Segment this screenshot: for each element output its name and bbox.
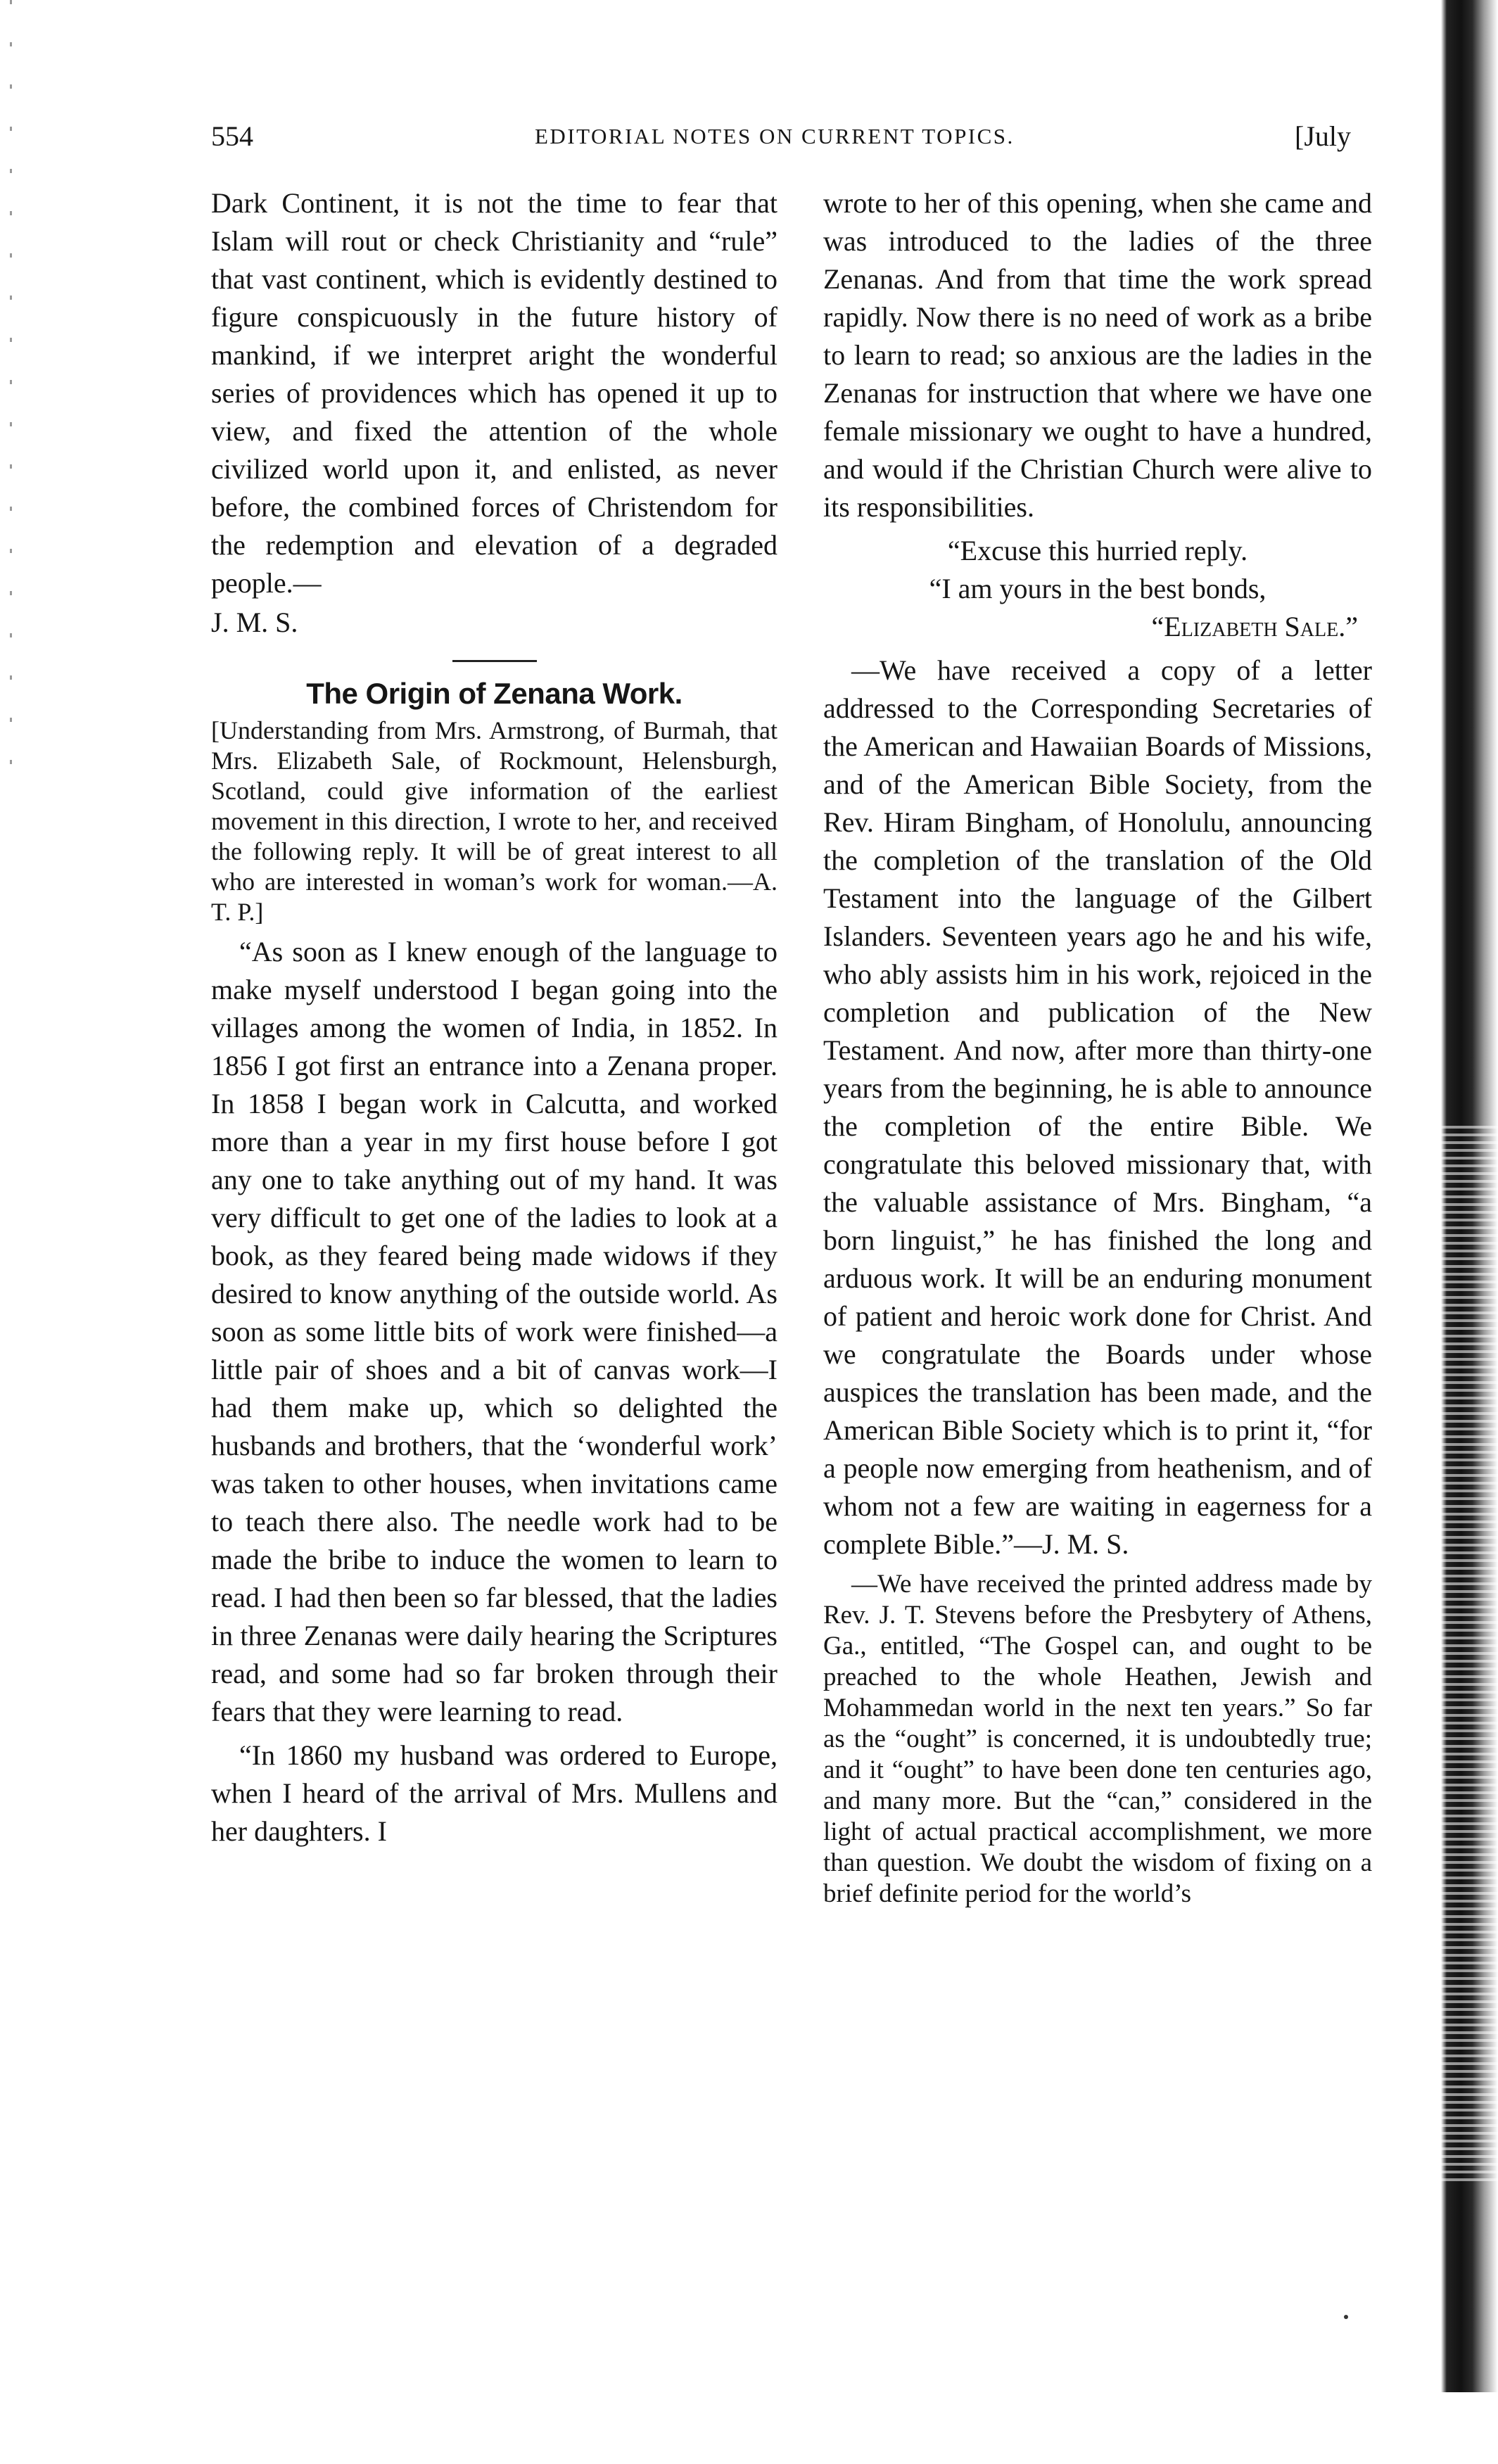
page-number: 554 xyxy=(211,120,253,152)
letter-paragraph-1: “As soon as I knew enough of the language to make myself understood I began going into the villages among the women of India, in 1852. In 1856 I got first an entrance into a Zenana proper. In 1858 I began work in Calcutta, and worked more than a year in my first house before I got any one to take anything out of my hand. It was very difficult to get one of the ladies to look at a book, as they feared being made widows if they desired to know anything of the outside world. As soon as some little bits of work were finished—a little pair of shoes and a bit of canvas work—I had them make up, which so delighted the husbands and brothers, that the ‘wonderful work’ was taken to other houses, when invitations came to teach there also. The needle work had to be made the bribe to induce the women to learn to read. I had then been so far blessed, that the ladies in three Zenanas were daily hearing the Scriptures read, and some had so far broken through their fears that they were learning to read. xyxy=(211,936,777,1727)
opening-signature: J. M. S. xyxy=(211,607,298,638)
letter-signature: “Elizabeth Sale.” xyxy=(1151,611,1358,642)
letter-closing-2: “I am yours in the best bonds, xyxy=(929,573,1267,604)
section-divider xyxy=(452,660,537,662)
letter-paragraph-2: “In 1860 my husband was ordered to Europe, when I heard of the arrival of Mrs. Mullens and her daughters. I xyxy=(211,1739,777,1847)
running-header xyxy=(211,120,1351,162)
bingham-paragraph: —We have received a copy of a letter addressed to the Corresponding Secretaries of the American and Hawaiian Boards of Missions, and of the American Bible Society, from the Rev. Hiram Bingham, of Honolulu, announcing the completion of the translation of the Old Testament into the language of the Gilbert Islanders. Seventeen years ago he and his wife, who ably assists him in his work, rejoiced in the completion and publication of the New Testament. And now, after more than thirty-one years from the beginning, he is able to announce the completion of the entire Bible. We congratulate this beloved missionary that, with the valuable assistance of Mrs. Bingham, “a born linguist,” he has finished the long and arduous work. It will be an enduring monument of patient and heroic work done for Christ. And we congratulate the Boards under whose auspices the translation has been made, and the American Bible Society which is to print it, “for a people now emerging from heathenism, and of whom not a few are waiting in eagerness for a complete Bible.”—J. M. S. xyxy=(823,654,1372,1560)
left-column xyxy=(211,184,777,1850)
stevens-paragraph: —We have received the printed address made by Rev. J. T. Stevens before the Presbytery of Athens, Ga., entitled, “The Gospel can, and ought to be preached to the whole Heathen, Jewish and Mohammedan world in the next ten years.” So far as the “ought” is concerned, it is undoubtedly true; and it “ought” to have been done ten centuries ago, and many more. But the “can,” considered in the light of actual practical accomplishment, we more than question. We doubt the wisdom of fixing on a brief definite period for the world’s xyxy=(823,1570,1372,1908)
scan-edge-left xyxy=(10,0,12,774)
letter-continuation: wrote to her of this opening, when she came and was introduced to the ladies of the three Zenanas. And from that time the work spread rapidly. Now there is no need of work as a bribe to learn to read; so anxious are the ladies in the Zenanas for instruction that where we have one female missionary we ought to have a hundred, and would if the Christian Church were alive to its responsibilities. xyxy=(823,187,1372,523)
intro-note: [Understanding from Mrs. Armstrong, of Burmah, that Mrs. Elizabeth Sale, of Rockmount, Helensburgh, Scotland, could give information of the earliest movement in this direction, I wrote to her, and received the following reply. It will be of great interest to all who are interested in woman’s work for woman.—A. T. P.] xyxy=(211,716,777,926)
letter-closing-1: “Excuse this hurried reply. xyxy=(947,535,1248,566)
running-title: EDITORIAL NOTES ON CURRENT TOPICS. xyxy=(535,124,1015,148)
scan-edge-right xyxy=(1441,0,1498,2392)
scan-speck xyxy=(1344,2315,1348,2319)
running-date: [July xyxy=(1295,120,1351,152)
section-title: The Origin of Zenana Work. xyxy=(306,677,683,710)
opening-paragraph: Dark Continent, it is not the time to fear that Islam will rout or check Christianity and “rule” that vast continent, which is evidently destined to figure conspicuously in the future history of mankind, if we interpret aright the wonderful series of providences which has opened it up to view, and fixed the attention of the whole civilized world upon it, and enlisted, as never before, the combined forces of Christendom for the redemption and elevation of a degraded people.— xyxy=(211,187,777,599)
right-column xyxy=(823,184,1372,1910)
